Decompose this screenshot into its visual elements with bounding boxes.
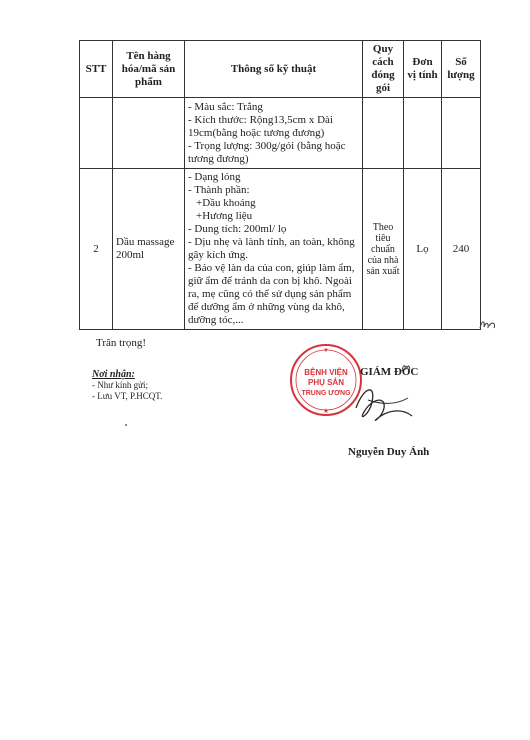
- closing-text: Trân trọng!: [96, 337, 147, 349]
- header-quantity: Số lượng: [442, 41, 481, 98]
- cell-stt: 2: [80, 169, 113, 330]
- spec-line: - Màu sắc: Trắng: [188, 100, 263, 113]
- header-product-name: Tên hàng hóa/mã sản phẩm: [113, 41, 185, 98]
- cell-specs: [185, 98, 363, 169]
- spec-line: - Dung tích: 200ml/ lọ: [188, 223, 287, 235]
- handwritten-initial-mark: [478, 318, 498, 332]
- signer-title: GIÁM ĐỐC: [360, 366, 419, 378]
- handwritten-signature: [350, 378, 420, 428]
- stamp-line-1: BỆNH VIỆN: [304, 368, 348, 377]
- cell-packing: Theo tiêu chuẩn của nhà sản xuất: [363, 169, 404, 330]
- scan-dot: [125, 424, 127, 426]
- header-stt: STT: [80, 41, 113, 98]
- recipients-block: [92, 369, 162, 402]
- stamp-line-2: PHỤ SẢN: [307, 378, 345, 387]
- spec-line: - Dịu nhẹ và lành tính, an toàn, không gây kích ứng.: [188, 236, 355, 261]
- spec-line: - Bảo vệ làn da của con, giúp làm ẩm, giữ ẩm để tránh da con bị khô. Ngoài ra, mẹ cũng có thể sử dụng sản phẩm để dưỡng ẩm ở những vùng da khô, dưỡng tóc,...: [188, 262, 355, 326]
- header-specs: Thông số kỹ thuật: [185, 41, 363, 98]
- recipient-item: - Lưu VT, P.HCQT.: [92, 391, 163, 401]
- cell-packing: [363, 98, 404, 169]
- cell-product-name: Dầu massage 200ml: [113, 169, 185, 330]
- cell-unit: [404, 98, 442, 169]
- signer-name: Nguyễn Duy Ánh: [348, 446, 430, 458]
- stamp-line-3: TRUNG ƯƠNG: [301, 390, 351, 397]
- spec-line: - Trọng lượng: 300g/gói (bằng hoặc tương đương): [188, 139, 346, 165]
- cell-specs: [185, 169, 363, 330]
- cell-unit: Lọ: [404, 169, 442, 330]
- spec-line: - Thành phần:: [188, 184, 250, 196]
- recipient-item: - Như kính gửi;: [92, 380, 149, 390]
- spec-line: +Dầu khoáng: [196, 197, 256, 209]
- cell-quantity: [442, 98, 481, 169]
- recipients-title: Nơi nhận:: [92, 369, 135, 380]
- header-packing: Quy cách đóng gói: [363, 41, 404, 98]
- header-unit: Đơn vị tính: [404, 41, 442, 98]
- cell-quantity: 240: [442, 169, 481, 330]
- spec-line: +Hương liệu: [196, 210, 253, 222]
- table-header-row: [80, 41, 481, 98]
- spec-line: - Dạng lỏng: [188, 171, 241, 183]
- cell-stt: [80, 98, 113, 169]
- spec-line: - Kích thước: Rộng13,5cm x Dài 19cm(bằng hoặc tương đương): [188, 113, 333, 139]
- product-spec-table: [79, 40, 481, 330]
- cell-product-name: [113, 98, 185, 169]
- table-row: [80, 169, 481, 330]
- svg-text:▼: ▼: [323, 348, 329, 354]
- handwritten-mark: [400, 362, 412, 374]
- table-row: [80, 98, 481, 169]
- svg-text:★: ★: [322, 408, 330, 415]
